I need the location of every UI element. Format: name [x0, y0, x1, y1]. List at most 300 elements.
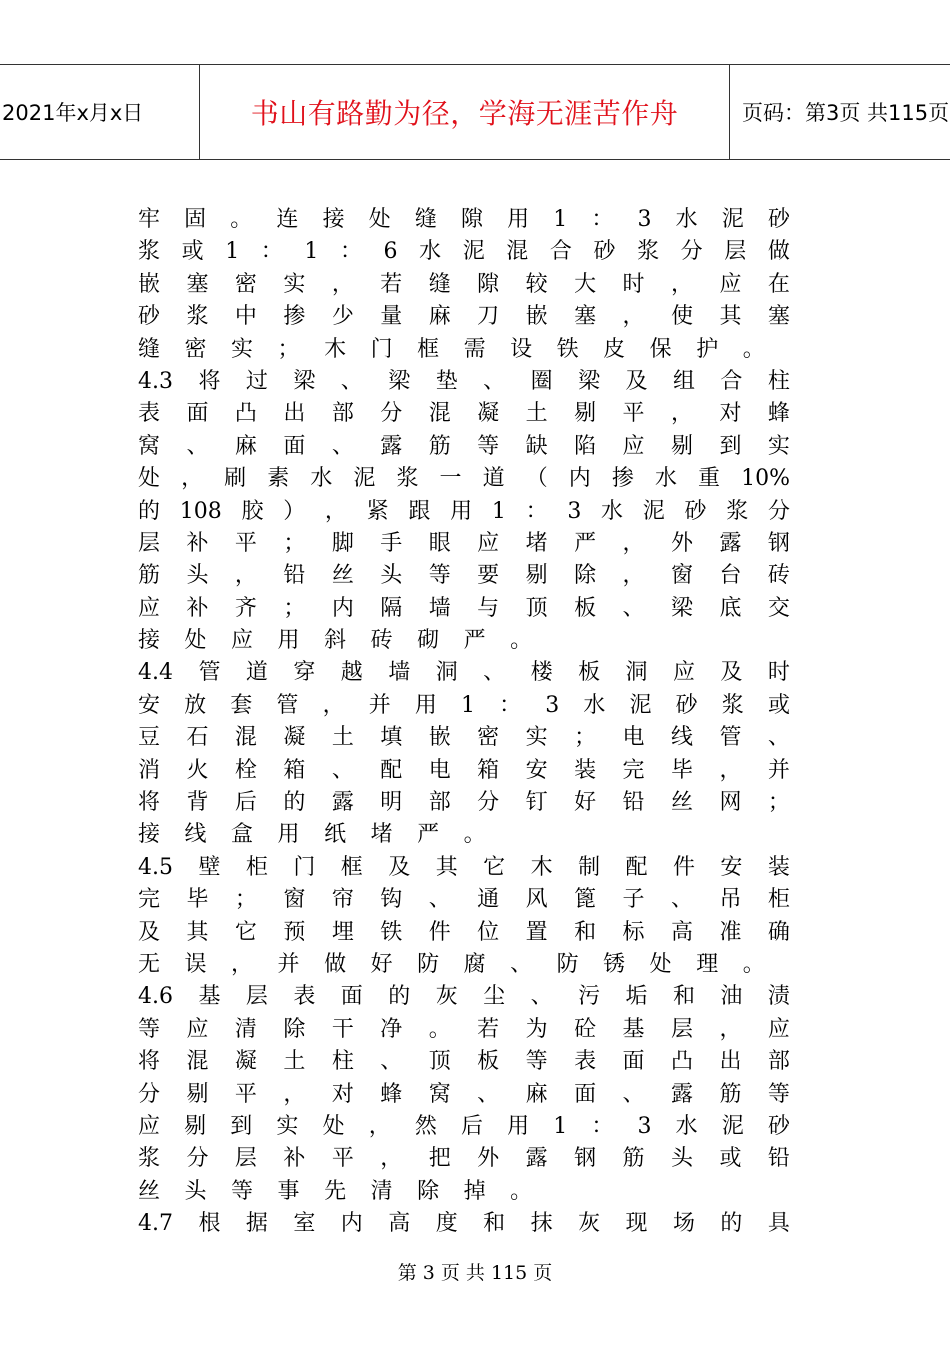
text-glyph: 连 — [276, 207, 299, 232]
text-glyph: 件 — [428, 919, 451, 945]
text-glyph: 堵 — [370, 822, 393, 848]
text-glyph: 箱 — [283, 757, 306, 783]
text-glyph: 脚 — [331, 530, 354, 556]
text-glyph: 防 — [556, 951, 579, 977]
text-glyph: 外 — [477, 1146, 500, 1172]
text-glyph: 篦 — [574, 887, 597, 913]
text-glyph: 。 — [742, 951, 765, 977]
text-glyph: 泥 — [721, 1113, 744, 1139]
text-glyph: 应 — [477, 530, 500, 556]
text-glyph: 做 — [324, 951, 347, 977]
text-glyph: 顶 — [525, 595, 548, 621]
text-glyph: 石 — [186, 725, 209, 751]
text-glyph: 道 — [245, 660, 268, 686]
text-glyph: 及 — [138, 919, 161, 945]
text-glyph: 、 — [670, 887, 693, 913]
text-glyph: 填 — [380, 725, 403, 751]
text-glyph: 表 — [138, 401, 161, 427]
text-glyph: 水 — [419, 239, 442, 265]
text-glyph: 和 — [672, 984, 695, 1010]
text-glyph: 在 — [767, 271, 790, 297]
text-glyph: 盒 — [231, 822, 254, 848]
text-glyph: 窗 — [283, 887, 306, 913]
text-glyph: ， — [622, 563, 645, 589]
text-glyph: 、 — [530, 984, 553, 1010]
text-glyph: 严 — [463, 628, 486, 654]
text-glyph: ， — [622, 304, 645, 330]
text-glyph: ； — [767, 790, 790, 816]
text-glyph: 塞 — [574, 304, 597, 330]
text-glyph: 密 — [477, 725, 500, 751]
text-glyph: 接 — [322, 207, 345, 232]
text-glyph: 预 — [283, 919, 306, 945]
text-glyph: 完 — [622, 757, 645, 783]
text-glyph: 铅 — [283, 563, 306, 589]
text-glyph: 土 — [331, 725, 354, 751]
text-glyph: 用 — [507, 1113, 530, 1139]
text-glyph: 消 — [138, 757, 161, 783]
text-glyph: 吊 — [719, 887, 742, 913]
text-glyph: 丝 — [138, 1178, 161, 1204]
text-glyph: 实 — [283, 271, 306, 297]
text-glyph: 完 — [138, 887, 161, 913]
text-glyph: 应 — [767, 1016, 790, 1042]
text-glyph: 梁 — [578, 368, 601, 394]
text-glyph: 手 — [380, 530, 403, 556]
text-glyph: 丝 — [670, 790, 693, 816]
text-glyph: 梁 — [293, 368, 316, 394]
text-glyph: 内 — [568, 466, 591, 492]
text-glyph: 等 — [138, 1016, 161, 1042]
text-glyph: 污 — [578, 984, 601, 1010]
text-glyph: 洞 — [435, 660, 458, 686]
text-glyph: 现 — [625, 1211, 648, 1237]
text-glyph: 头 — [670, 1146, 693, 1172]
text-glyph: 浆 — [138, 239, 161, 265]
text-glyph: 接 — [138, 628, 161, 654]
text-glyph: 。 — [510, 628, 533, 654]
text-glyph: 它 — [483, 854, 506, 880]
text-glyph: 分 — [186, 1146, 209, 1172]
text-glyph: 道 — [482, 466, 505, 492]
text-glyph: 干 — [331, 1016, 354, 1042]
text-glyph: 锈 — [603, 951, 626, 977]
text-glyph: 隙 — [460, 207, 483, 232]
text-glyph: 面 — [622, 1049, 645, 1075]
text-glyph: 内 — [331, 595, 354, 621]
text-glyph: 头 — [380, 563, 403, 589]
text-glyph: （ — [525, 466, 548, 492]
text-glyph: 、 — [483, 368, 506, 394]
text-glyph: 嵌 — [525, 304, 548, 330]
text-glyph: 补 — [186, 595, 209, 621]
text-glyph: 具 — [767, 1211, 790, 1237]
text-line — [138, 366, 790, 398]
text-glyph: 麻 — [525, 1081, 548, 1107]
text-glyph: 应 — [231, 628, 254, 654]
text-glyph: 露 — [719, 530, 742, 556]
text-glyph: 柜 — [767, 887, 790, 913]
text-glyph: 除 — [574, 563, 597, 589]
text-glyph: 净 — [380, 1016, 403, 1042]
text-glyph: 位 — [477, 919, 500, 945]
text-glyph: 等 — [477, 433, 500, 459]
text-glyph: 并 — [277, 951, 300, 977]
text-glyph: 与 — [477, 595, 500, 621]
text-glyph: 误 — [184, 951, 207, 977]
text-glyph: 。 — [428, 1016, 451, 1042]
text-glyph: 用 — [507, 207, 530, 232]
page-header — [0, 64, 950, 160]
text-glyph: 少 — [331, 304, 354, 330]
text-glyph: 水 — [583, 692, 606, 718]
text-glyph: 剔 — [525, 563, 548, 589]
text-glyph: 凸 — [670, 1049, 693, 1075]
text-glyph: 圈 — [530, 368, 553, 394]
text-glyph: 要 — [477, 563, 500, 589]
text-glyph: 标 — [622, 919, 645, 945]
text-glyph: ， — [719, 757, 742, 783]
text-glyph: 外 — [670, 530, 693, 556]
text-line — [138, 657, 790, 689]
text-line — [138, 334, 790, 366]
text-glyph: 清 — [370, 1178, 393, 1204]
text-glyph: 、 — [331, 757, 354, 783]
text-glyph: 素 — [267, 466, 290, 492]
text-glyph: 对 — [331, 1081, 354, 1107]
text-glyph: 到 — [719, 433, 742, 459]
text-glyph: 渍 — [767, 984, 790, 1010]
text-glyph: 混 — [506, 239, 529, 265]
text-glyph: 时 — [767, 660, 790, 686]
text-glyph: 平 — [331, 1146, 354, 1172]
text-glyph: 等 — [428, 563, 451, 589]
text-glyph: 保 — [649, 336, 672, 362]
text-glyph: 垢 — [625, 984, 648, 1010]
text-glyph: ， — [719, 1016, 742, 1042]
text-glyph: 水 — [675, 1113, 698, 1139]
text-glyph: 板 — [578, 660, 601, 686]
text-glyph: 它 — [234, 919, 257, 945]
text-glyph: 牢 — [138, 207, 161, 232]
text-glyph: ） — [283, 498, 306, 524]
text-glyph: 除 — [417, 1178, 440, 1204]
text-glyph: 堵 — [525, 530, 548, 556]
text-glyph: 混 — [186, 1049, 209, 1075]
text-glyph: 筋 — [138, 563, 161, 589]
text-glyph: 3 — [637, 1113, 652, 1139]
text-glyph: 的 — [283, 790, 306, 816]
text-glyph: 4.6 — [138, 984, 173, 1010]
text-glyph: 设 — [510, 336, 533, 362]
text-glyph: 缝 — [138, 336, 161, 362]
text-glyph: 1 — [491, 498, 506, 524]
text-line — [138, 528, 790, 560]
text-glyph: 窝 — [138, 433, 161, 459]
text-glyph: 钢 — [574, 1146, 597, 1172]
text-glyph: 合 — [549, 239, 572, 265]
text-glyph: 、 — [340, 368, 363, 394]
text-glyph: 将 — [198, 368, 221, 394]
text-line — [138, 398, 790, 430]
text-glyph: 表 — [293, 984, 316, 1010]
text-glyph: 密 — [184, 336, 207, 362]
text-glyph: ： — [499, 692, 522, 718]
text-glyph: 露 — [331, 790, 354, 816]
text-line — [138, 1208, 790, 1240]
text-glyph: 安 — [720, 854, 743, 880]
text-glyph: 。 — [230, 207, 253, 232]
text-glyph: 钩 — [380, 887, 403, 913]
text-glyph: 一 — [439, 466, 462, 492]
text-glyph: 3 — [545, 692, 560, 718]
text-glyph: 或 — [181, 239, 204, 265]
text-glyph: 毕 — [670, 757, 693, 783]
text-line — [138, 852, 790, 884]
text-glyph: 壁 — [198, 854, 221, 880]
text-glyph: 油 — [720, 984, 743, 1010]
text-glyph: 、 — [483, 660, 506, 686]
text-glyph: 皮 — [603, 336, 626, 362]
text-line — [138, 301, 790, 333]
text-glyph: 毕 — [186, 887, 209, 913]
text-glyph: 板 — [574, 595, 597, 621]
text-glyph: 防 — [417, 951, 440, 977]
text-glyph: 应 — [186, 1016, 209, 1042]
text-glyph: ， — [322, 692, 345, 718]
text-glyph: 严 — [417, 822, 440, 848]
text-glyph: 水 — [654, 466, 677, 492]
text-glyph: 等 — [525, 1049, 548, 1075]
text-glyph: 、 — [622, 595, 645, 621]
text-glyph: 露 — [525, 1146, 548, 1172]
text-glyph: ： — [591, 1113, 614, 1139]
text-line — [138, 496, 790, 528]
text-glyph: 的 — [388, 984, 411, 1010]
text-glyph: 、 — [428, 887, 451, 913]
text-glyph: 1 — [460, 692, 475, 718]
text-glyph: 、 — [186, 433, 209, 459]
text-glyph: 露 — [380, 433, 403, 459]
text-glyph: 泥 — [462, 239, 485, 265]
text-glyph: 清 — [234, 1016, 257, 1042]
text-glyph: 埋 — [331, 919, 354, 945]
text-glyph: 木 — [530, 854, 553, 880]
text-glyph: 砂 — [684, 498, 707, 524]
text-glyph: 胶 — [241, 498, 264, 524]
text-glyph: 管 — [198, 660, 221, 686]
text-glyph: 灰 — [578, 1211, 601, 1237]
text-glyph: 线 — [184, 822, 207, 848]
text-glyph: 配 — [625, 854, 648, 880]
text-glyph: 浆 — [726, 498, 749, 524]
text-glyph: 基 — [198, 984, 221, 1010]
text-glyph: ， — [368, 1113, 391, 1139]
text-line — [138, 819, 790, 851]
text-glyph: 3 — [637, 207, 652, 232]
text-glyph: 基 — [622, 1016, 645, 1042]
text-glyph: 3 — [567, 498, 582, 524]
text-glyph: 铁 — [380, 919, 403, 945]
text-glyph: 并 — [368, 692, 391, 718]
text-glyph: 缝 — [414, 207, 437, 232]
text-line — [138, 269, 790, 301]
text-line — [138, 884, 790, 916]
text-glyph: ； — [234, 887, 257, 913]
text-glyph: 陷 — [574, 433, 597, 459]
text-line — [138, 204, 790, 236]
text-glyph: 平 — [622, 401, 645, 427]
text-glyph: 台 — [719, 563, 742, 589]
text-glyph: 木 — [324, 336, 347, 362]
text-glyph: 大 — [574, 271, 597, 297]
text-glyph: 出 — [283, 401, 306, 427]
text-glyph: 线 — [670, 725, 693, 751]
text-glyph: 使 — [670, 304, 693, 330]
text-glyph: 护 — [696, 336, 719, 362]
text-glyph: 丝 — [331, 563, 354, 589]
text-glyph: 安 — [138, 692, 161, 718]
text-glyph: ， — [234, 563, 257, 589]
text-glyph: 套 — [230, 692, 253, 718]
text-glyph: 塞 — [186, 271, 209, 297]
header-page-info: 页码：第3页 共115页 — [742, 101, 950, 125]
text-glyph: 管 — [719, 725, 742, 751]
text-glyph: 混 — [234, 725, 257, 751]
text-glyph: 装 — [767, 854, 790, 880]
text-glyph: 窝 — [428, 1081, 451, 1107]
text-glyph: 1 — [225, 239, 240, 265]
text-glyph: 做 — [767, 239, 790, 265]
text-line — [138, 236, 790, 268]
text-glyph: 麻 — [428, 304, 451, 330]
text-line — [138, 1111, 790, 1143]
text-glyph: 砼 — [574, 1016, 597, 1042]
text-glyph: 铅 — [767, 1146, 790, 1172]
text-glyph: 浆 — [637, 239, 660, 265]
text-glyph: 将 — [138, 1049, 161, 1075]
text-glyph: 塞 — [767, 304, 790, 330]
text-glyph: 然 — [414, 1113, 437, 1139]
text-glyph: 剔 — [186, 1081, 209, 1107]
text-glyph: 实 — [767, 433, 790, 459]
text-glyph: 浆 — [721, 692, 744, 718]
text-glyph: 其 — [435, 854, 458, 880]
text-glyph: ， — [380, 1146, 403, 1172]
text-glyph: 场 — [672, 1211, 695, 1237]
text-glyph: 墙 — [428, 595, 451, 621]
text-glyph: 钉 — [525, 790, 548, 816]
text-glyph: 事 — [277, 1178, 300, 1204]
text-glyph: 浆 — [138, 1146, 161, 1172]
text-glyph: 、 — [510, 951, 533, 977]
text-glyph: 好 — [574, 790, 597, 816]
text-glyph: 砖 — [370, 628, 393, 654]
text-glyph: 交 — [767, 595, 790, 621]
text-glyph: 筋 — [622, 1146, 645, 1172]
text-glyph: 水 — [675, 207, 698, 232]
text-glyph: 表 — [574, 1049, 597, 1075]
text-glyph: 子 — [622, 887, 645, 913]
text-glyph: 帘 — [331, 887, 354, 913]
text-glyph: 置 — [525, 919, 548, 945]
text-glyph: 接 — [138, 822, 161, 848]
text-glyph: 铁 — [556, 336, 579, 362]
text-glyph: 纸 — [324, 822, 347, 848]
text-glyph: 、 — [380, 1049, 403, 1075]
text-glyph: 若 — [380, 271, 403, 297]
text-glyph: 露 — [670, 1081, 693, 1107]
text-glyph: 豆 — [138, 725, 161, 751]
text-glyph: 嵌 — [138, 271, 161, 297]
text-glyph: 、 — [622, 1081, 645, 1107]
text-glyph: ： — [591, 207, 614, 232]
text-glyph: 分 — [477, 790, 500, 816]
text-glyph: 柱 — [331, 1049, 354, 1075]
text-glyph: 高 — [670, 919, 693, 945]
text-glyph: 管 — [276, 692, 299, 718]
text-glyph: 梁 — [388, 368, 411, 394]
text-glyph: 放 — [184, 692, 207, 718]
text-glyph: 用 — [277, 822, 300, 848]
text-line — [138, 593, 790, 625]
text-line — [138, 431, 790, 463]
text-glyph: 齐 — [234, 595, 257, 621]
text-glyph: 除 — [283, 1016, 306, 1042]
text-glyph: 头 — [184, 1178, 207, 1204]
text-glyph: 面 — [574, 1081, 597, 1107]
text-glyph: 层 — [245, 984, 268, 1010]
text-glyph: 严 — [574, 530, 597, 556]
text-glyph: 层 — [670, 1016, 693, 1042]
text-glyph: 尘 — [483, 984, 506, 1010]
text-glyph: 洞 — [625, 660, 648, 686]
text-glyph: 10% — [741, 466, 790, 492]
text-glyph: 钢 — [767, 530, 790, 556]
text-glyph: 。 — [510, 1178, 533, 1204]
text-glyph: 箱 — [477, 757, 500, 783]
text-glyph: 凸 — [234, 401, 257, 427]
text-glyph: 固 — [184, 207, 207, 232]
text-glyph: 凝 — [477, 401, 500, 427]
text-glyph: 后 — [234, 790, 257, 816]
text-glyph: ， — [324, 498, 347, 524]
text-glyph: 内 — [340, 1211, 363, 1237]
text-glyph: 缺 — [525, 433, 548, 459]
text-glyph: 时 — [622, 271, 645, 297]
text-glyph: 泥 — [629, 692, 652, 718]
text-glyph: 等 — [231, 1178, 254, 1204]
text-glyph: 应 — [719, 271, 742, 297]
text-glyph: 处 — [649, 951, 672, 977]
text-glyph: 火 — [186, 757, 209, 783]
text-glyph: 泥 — [353, 466, 376, 492]
text-glyph: 泥 — [642, 498, 665, 524]
text-glyph: 刀 — [477, 304, 500, 330]
text-glyph: 件 — [672, 854, 695, 880]
text-line — [138, 1176, 790, 1208]
text-glyph: 头 — [186, 563, 209, 589]
text-glyph: 处 — [184, 628, 207, 654]
text-glyph: 砖 — [767, 563, 790, 589]
text-glyph: 重 — [698, 466, 721, 492]
text-glyph: 合 — [720, 368, 743, 394]
text-glyph: 层 — [234, 1146, 257, 1172]
text-glyph: 安 — [525, 757, 548, 783]
text-glyph: ； — [283, 595, 306, 621]
text-glyph: 平 — [234, 530, 257, 556]
text-glyph: 及 — [720, 660, 743, 686]
